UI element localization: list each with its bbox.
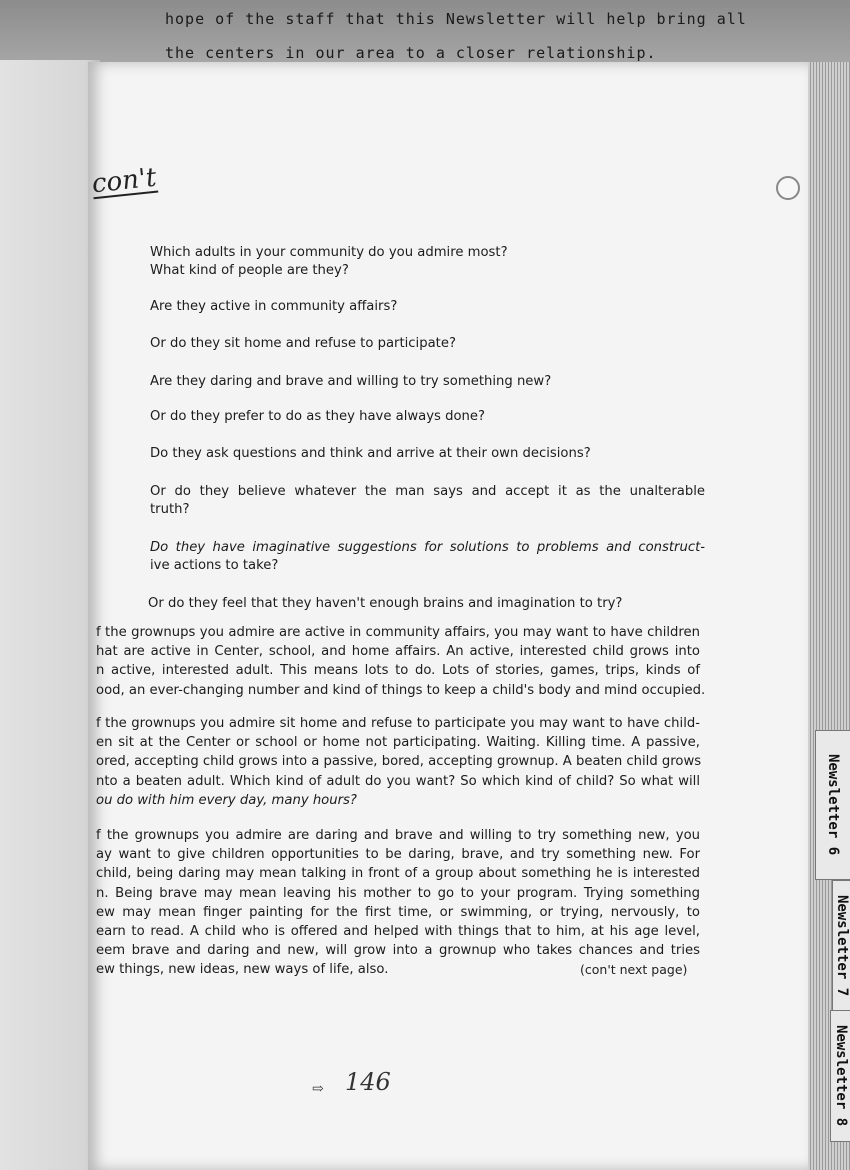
question-line: Are they active in community affairs? <box>150 299 398 314</box>
paragraph-line: ew may mean finger painting for the first time, or swimming, or trying, nervously, to <box>96 904 700 920</box>
paragraph-line: earn to read. A child who is offered and helped with things that to him, at his age level, <box>96 924 700 940</box>
paragraph-line: hat are active in Center, school, and home affairs. An active, interested child grows into <box>96 644 700 660</box>
paragraph-daring <box>96 826 700 980</box>
question-line: ive actions to take? <box>150 558 279 573</box>
document-page <box>88 62 808 1170</box>
paragraph-line: f the grownups you admire are daring and brave and willing to try something new, you <box>96 828 700 843</box>
question-line: truth? <box>150 502 190 517</box>
paragraph-line: child, being daring may mean talking in front of a group about something he is interested <box>96 866 700 882</box>
question-line: Or do they sit home and refuse to participate? <box>150 336 456 351</box>
tab-newsletter-8[interactable]: Newsletter 8 <box>830 1010 850 1142</box>
previous-page-line-2: the centers in our area to a closer relationship. <box>165 44 657 62</box>
handwritten-arrow-icon: ⇨ <box>312 1081 324 1097</box>
paragraph-line: ay want to give children opportunities to be daring, brave, and try something new. For <box>96 847 700 863</box>
margin-note: con't <box>90 162 158 200</box>
paragraph-line: eem brave and daring and new, will grow into a grownup who takes chances and tries <box>96 943 700 959</box>
page-number: 146 <box>345 1068 391 1096</box>
paragraph-line: en sit at the Center or school or home not participating. Waiting. Killing time. A passive, <box>96 735 700 751</box>
left-page-edge <box>0 60 100 1170</box>
question-line: What kind of people are they? <box>150 263 349 278</box>
paragraph-line: ored, accepting child grows into a passive, bored, accepting grownup. A beaten child grows <box>96 754 702 770</box>
tab-newsletter-7[interactable]: Newsletter 7 <box>832 880 850 1012</box>
question-line: Do they ask questions and think and arrive at their own decisions? <box>150 446 591 461</box>
paragraph-line: n. Being brave may mean leaving his mother to go to your program. Trying something <box>96 885 700 901</box>
question-line: Are they daring and brave and willing to try something new? <box>150 374 552 389</box>
question-line: Which adults in your community do you admire most? <box>150 245 508 260</box>
previous-page-strip <box>0 0 850 68</box>
tab-newsletter-6[interactable]: Newsletter 6 <box>815 730 850 880</box>
question-line: Or do they believe whatever the man says and accept it as the unalterable <box>150 484 705 499</box>
paragraph-line: f the grownups you admire sit home and refuse to participate you may want to have child- <box>96 716 700 731</box>
paragraph-line: ood, an ever-changing number and kind of things to keep a child's body and mind occupied. <box>96 682 706 698</box>
previous-page-line-1: hope of the staff that this Newsletter will help bring all <box>165 10 747 28</box>
question-line: Do they have imaginative suggestions for solutions to problems and construct- <box>150 540 705 555</box>
continued-note: (con't next page) <box>580 962 688 977</box>
question-line: Or do they prefer to do as they have always done? <box>150 409 486 424</box>
paragraph-line: ew things, new ideas, new ways of life, also. <box>96 962 389 978</box>
paragraph-line: f the grownups you admire are active in community affairs, you may want to have children <box>96 625 700 640</box>
question-line: Or do they feel that they haven't enough brains and imagination to try? <box>148 596 623 611</box>
paragraph-passive <box>96 714 700 810</box>
paragraph-active <box>96 623 706 700</box>
paragraph-line: nto a beaten adult. Which kind of adult do you want? So which kind of child? So what will <box>96 773 700 789</box>
paragraph-line: n active, interested adult. This means lots to do. Lots of stories, games, trips, kinds of <box>96 663 700 679</box>
paragraph-line: ou do with him every day, many hours? <box>96 792 357 808</box>
binder-hole <box>776 176 800 200</box>
